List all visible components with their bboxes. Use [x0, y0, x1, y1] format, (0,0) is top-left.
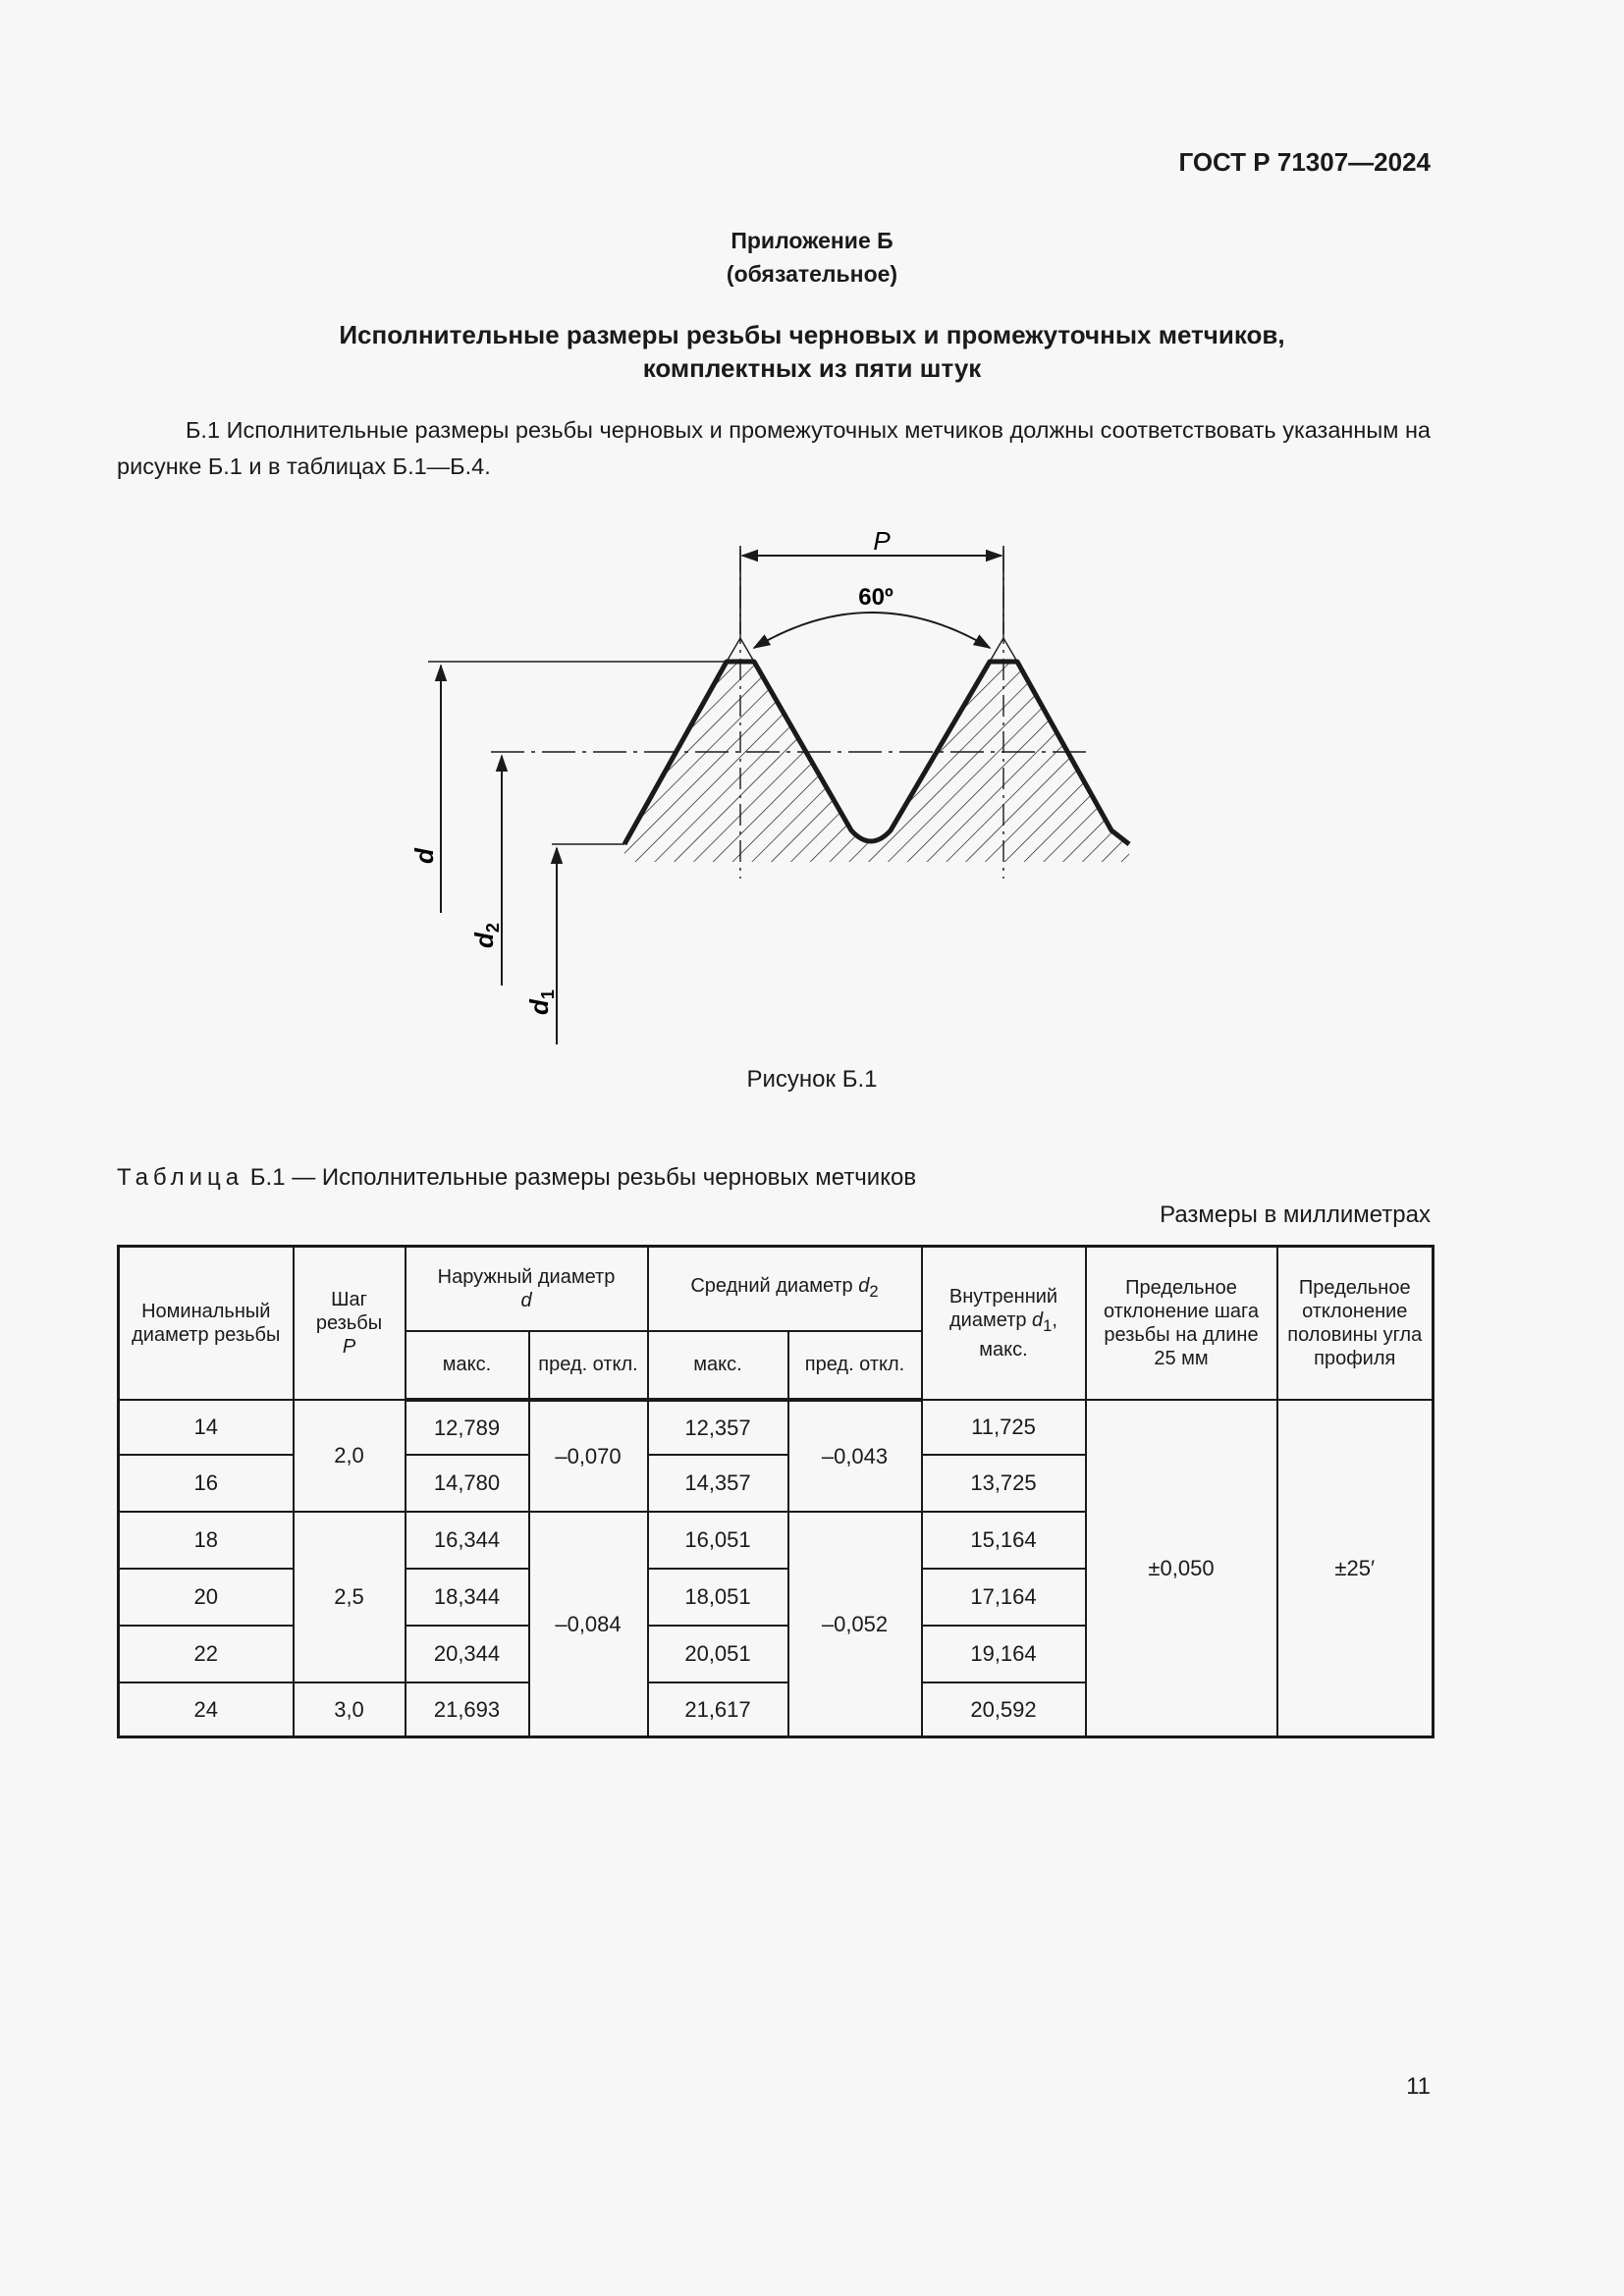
cell-outer-dev: –0,070	[529, 1400, 648, 1512]
cell-outer-max: 18,344	[406, 1569, 529, 1626]
header-pitch-text: Шаг резьбы	[315, 1288, 383, 1334]
thread-dimensions-table	[117, 1245, 1435, 1738]
appendix-name: Приложение Б	[731, 228, 893, 253]
page-number: 11	[1406, 2073, 1431, 2100]
header-mean-dev: пред. откл.	[788, 1331, 922, 1400]
cell-inner-max: 13,725	[922, 1455, 1086, 1512]
section-title-line2: комплектных из пяти штук	[642, 353, 982, 383]
cell-pitch-deviation: ±0,050	[1086, 1400, 1277, 1737]
cell-angle-deviation: ±25′	[1277, 1400, 1434, 1737]
cell-inner-max: 19,164	[922, 1626, 1086, 1682]
cell-outer-max: 21,693	[406, 1682, 529, 1737]
cell-inner-max: 15,164	[922, 1512, 1086, 1569]
cell-mean-max: 16,051	[648, 1512, 788, 1569]
cell-nominal: 16	[119, 1455, 294, 1512]
header-outer-max: макс.	[406, 1331, 529, 1400]
pitch-diameter-label	[469, 923, 503, 948]
header-mean-subscript: 2	[869, 1281, 879, 1301]
table-caption	[117, 1164, 916, 1192]
header-mean-text: Средний диаметр	[690, 1274, 859, 1297]
header-mean-symbol: d	[858, 1274, 870, 1297]
header-inner	[922, 1247, 1086, 1400]
cell-nominal: 14	[119, 1400, 294, 1455]
thread-material-hatch	[624, 662, 1129, 862]
cell-outer-max: 20,344	[406, 1626, 529, 1682]
cell-outer-max: 16,344	[406, 1512, 529, 1569]
table-caption-prefix: Таблица	[117, 1164, 244, 1191]
cell-mean-dev: –0,043	[788, 1400, 922, 1512]
cell-pitch: 3,0	[294, 1682, 406, 1737]
header-pitch	[294, 1247, 406, 1400]
outer-diameter-label: d	[409, 848, 439, 864]
header-angle-deviation: Предельное отклонение половины угла профиля	[1277, 1247, 1434, 1400]
cell-outer-max: 12,789	[406, 1400, 529, 1455]
header-mean-max: макс.	[648, 1331, 788, 1400]
table-caption-text: Б.1 — Исполнительные размеры резьбы черновых метчиков	[244, 1164, 917, 1191]
pitch-label: P	[873, 526, 891, 556]
header-pitch-symbol: P	[342, 1335, 356, 1358]
cell-mean-max: 14,357	[648, 1455, 788, 1512]
header-outer-symbol: d	[520, 1289, 532, 1311]
thread-profile-figure	[393, 510, 1159, 1060]
header-outer-dev: пред. откл.	[529, 1331, 648, 1400]
cell-mean-max: 12,357	[648, 1400, 788, 1455]
inner-diameter-label	[524, 989, 558, 1015]
table-row	[119, 1400, 1434, 1455]
inner-diameter-label-main: d	[524, 999, 554, 1015]
inner-diameter-label-sub: 1	[538, 989, 558, 1000]
paragraph-b1-text: Б.1 Исполнительные размеры резьбы черновых и промежуточных метчиков должны соответствовать указанным на рисунке Б.1 и в таблицах Б.1—Б.4.	[117, 417, 1431, 479]
header-nominal: Номинальный диаметр резьбы	[119, 1247, 294, 1400]
header-inner-suffix: , макс.	[979, 1308, 1057, 1361]
document-code: ГОСТ Р 71307—2024	[1178, 147, 1431, 177]
cell-pitch: 2,5	[294, 1512, 406, 1682]
header-inner-symbol: d	[1032, 1308, 1044, 1331]
cell-inner-max: 20,592	[922, 1682, 1086, 1737]
angle-label: 60º	[858, 584, 893, 611]
cell-inner-max: 17,164	[922, 1569, 1086, 1626]
cell-mean-dev: –0,052	[788, 1512, 922, 1737]
cell-inner-max: 11,725	[922, 1400, 1086, 1455]
cell-nominal: 18	[119, 1512, 294, 1569]
cell-mean-max: 20,051	[648, 1626, 788, 1682]
table-units: Размеры в миллиметрах	[1160, 1201, 1431, 1228]
cell-nominal: 24	[119, 1682, 294, 1737]
angle-arc	[754, 613, 990, 648]
header-outer-text: Наружный диаметр	[437, 1265, 616, 1288]
paragraph-b1	[117, 412, 1431, 485]
header-inner-subscript: 1	[1043, 1315, 1053, 1335]
figure-caption: Рисунок Б.1	[746, 1066, 878, 1093]
header-outer	[406, 1247, 648, 1331]
pitch-diameter-label-main: d	[469, 933, 499, 948]
section-title-line1: Исполнительные размеры резьбы черновых и промежуточных метчиков,	[339, 320, 1285, 349]
cell-outer-dev: –0,084	[529, 1512, 648, 1737]
header-mean	[648, 1247, 922, 1331]
cell-mean-max: 21,617	[648, 1682, 788, 1737]
header-inner-text: Внутренний диаметр	[948, 1285, 1058, 1331]
appendix-status: (обязательное)	[726, 261, 898, 287]
cell-pitch: 2,0	[294, 1400, 406, 1512]
cell-outer-max: 14,780	[406, 1455, 529, 1512]
cell-nominal: 20	[119, 1569, 294, 1626]
cell-mean-max: 18,051	[648, 1569, 788, 1626]
cell-nominal: 22	[119, 1626, 294, 1682]
header-pitch-deviation: Предельное отклонение шага резьбы на длине 25 мм	[1086, 1247, 1277, 1400]
pitch-diameter-label-sub: 2	[483, 923, 503, 934]
